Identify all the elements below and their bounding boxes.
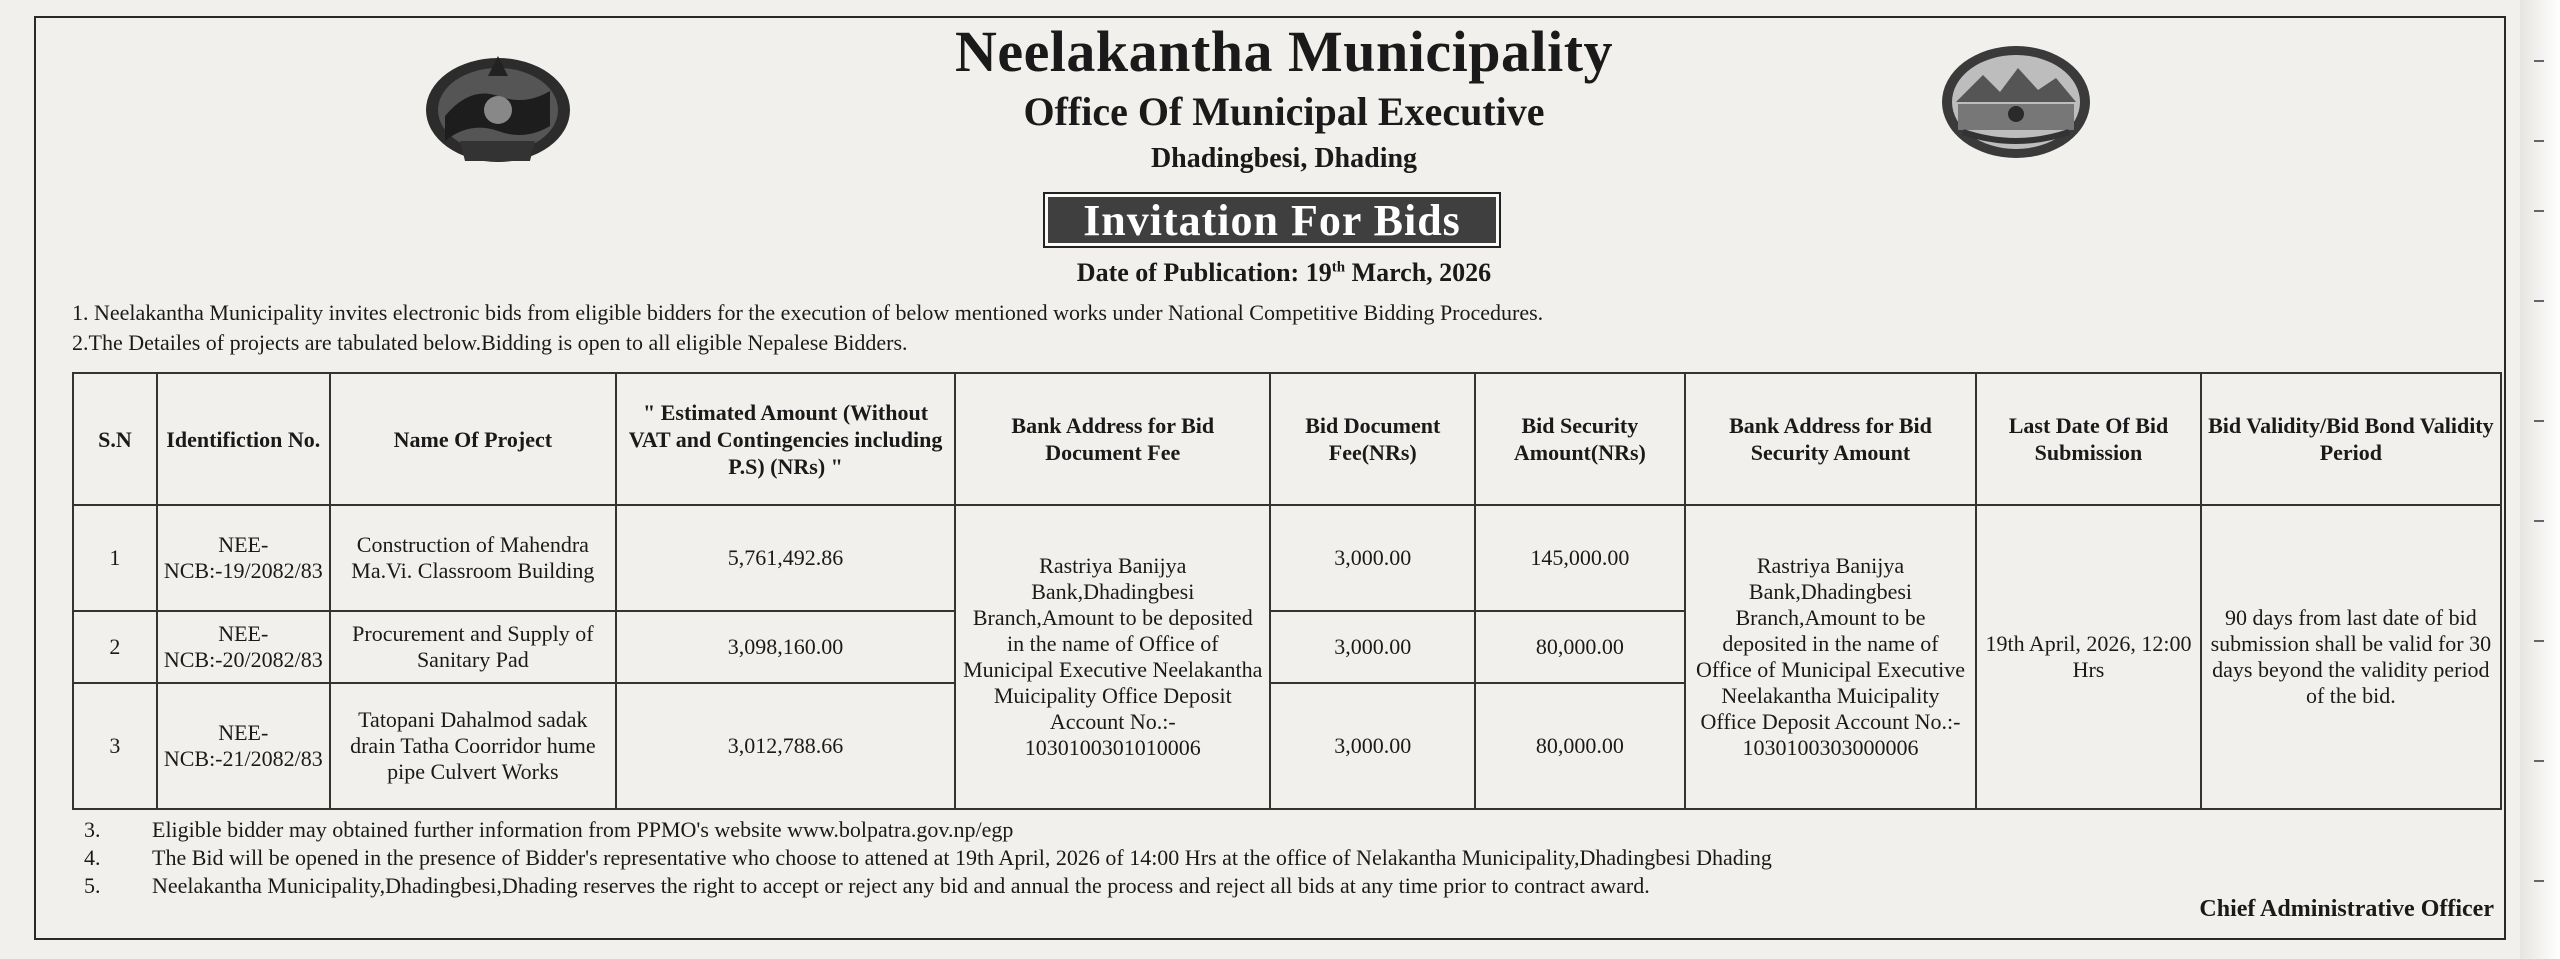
header-project: Name Of Project <box>330 373 616 505</box>
cell-sn: 1 <box>73 505 157 611</box>
cell-id: NEE-NCB:-20/2082/83 <box>157 611 330 683</box>
cell-project: Procurement and Supply of Sanitary Pad <box>330 611 616 683</box>
list-item <box>60 844 1772 872</box>
cell-id: NEE-NCB:-19/2082/83 <box>157 505 330 611</box>
cell-security: 80,000.00 <box>1475 611 1685 683</box>
publication-date <box>0 258 2560 288</box>
cell-id: NEE-NCB:-21/2082/83 <box>157 683 330 809</box>
note-number: 4. <box>84 845 101 870</box>
cell-doc-fee: 3,000.00 <box>1270 505 1475 611</box>
list-item <box>60 872 1772 900</box>
invitation-banner <box>1043 192 1501 248</box>
office-title: Office Of Municipal Executive <box>1023 89 1545 134</box>
cell-security: 80,000.00 <box>1475 683 1685 809</box>
projects-table <box>72 372 2502 810</box>
header-sn: S.N <box>73 373 157 505</box>
header-amount: " Estimated Amount (Without VAT and Contingencies including P.S) (NRs) " <box>616 373 955 505</box>
cell-doc-fee: 3,000.00 <box>1270 683 1475 809</box>
cell-bank-doc: Rastriya Banijya Bank,Dhadingbesi Branch,Amount to be deposited in the name of Office of Municipal Executive Neelakantha Muicipality Office Deposit Account No.:- 1030100301010006 <box>955 505 1270 809</box>
cell-sn: 3 <box>73 683 157 809</box>
cell-amount: 5,761,492.86 <box>616 505 955 611</box>
list-item <box>60 816 1772 844</box>
header-bank-security: Bank Address for Bid Security Amount <box>1685 373 1977 505</box>
cell-security: 145,000.00 <box>1475 505 1685 611</box>
note-number: 5. <box>84 873 101 898</box>
header-bank-doc: Bank Address for Bid Document Fee <box>955 373 1270 505</box>
cell-sn: 2 <box>73 611 157 683</box>
header-validity: Bid Validity/Bid Bond Validity Period <box>2201 373 2501 505</box>
publication-date-sup: th <box>1331 259 1346 276</box>
municipality-title: Neelakantha Municipality <box>954 19 1614 84</box>
intro-line-1: 1. Neelakantha Municipality invites electronic bids from eligible bidders for the execution of below mentioned works under National Competitive Bidding Procedures. <box>72 300 1544 325</box>
cell-doc-fee: 3,000.00 <box>1270 611 1475 683</box>
header-last-date: Last Date Of Bid Submission <box>1976 373 2201 505</box>
table-header-row <box>73 373 2501 505</box>
note-number: 3. <box>84 817 101 842</box>
cell-bank-security: Rastriya Banijya Bank,Dhadingbesi Branch,Amount to be deposited in the name of Office of Municipal Executive Neelakantha Muicipality Office Deposit Account No.:- 1030100303000006 <box>1685 505 1977 809</box>
note-text: Eligible bidder may obtained further information from PPMO's website www.bolpatra.gov.np/egp <box>152 817 1014 842</box>
cell-project: Construction of Mahendra Ma.Vi. Classroom Building <box>330 505 616 611</box>
invitation-banner-text: Invitation For Bids <box>1048 197 1496 243</box>
intro-text <box>72 298 1543 358</box>
cell-amount: 3,012,788.66 <box>616 683 955 809</box>
publication-date-rest: March, 2026 <box>1345 258 1492 287</box>
signature-title: Chief Administrative Officer <box>2199 896 2494 922</box>
cell-last-date: 19th April, 2026, 12:00 Hrs <box>1976 505 2201 809</box>
cell-project: Tatopani Dahalmod sadak drain Tatha Coorridor hume pipe Culvert Works <box>330 683 616 809</box>
intro-line-2: 2.The Detailes of projects are tabulated below.Bidding is open to all eligible Nepalese Bidders. <box>72 330 908 355</box>
publication-date-label: Date of Publication: 19 <box>1076 258 1332 287</box>
notes-list <box>60 816 1772 900</box>
cell-amount: 3,098,160.00 <box>616 611 955 683</box>
cell-validity: 90 days from last date of bid submission shall be valid for 30 days beyond the validity period of the bid. <box>2201 505 2501 809</box>
office-address: Dhadingbesi, Dhading <box>1150 143 1418 174</box>
header-security: Bid Security Amount(NRs) <box>1475 373 1685 505</box>
note-text: The Bid will be opened in the presence of Bidder's representative who choose to attened at 19th April, 2026 of 14:00 Hrs at the office of Nelakantha Municipality,Dhadingbesi Dhading <box>152 845 1772 870</box>
table-row <box>73 505 2501 611</box>
header-id: Identifiction No. <box>157 373 330 505</box>
header-doc-fee: Bid Document Fee(NRs) <box>1270 373 1475 505</box>
note-text: Neelakantha Municipality,Dhadingbesi,Dhading reserves the right to accept or reject any bid and annual the process and reject all bids at any time prior to contract award. <box>152 873 1650 898</box>
